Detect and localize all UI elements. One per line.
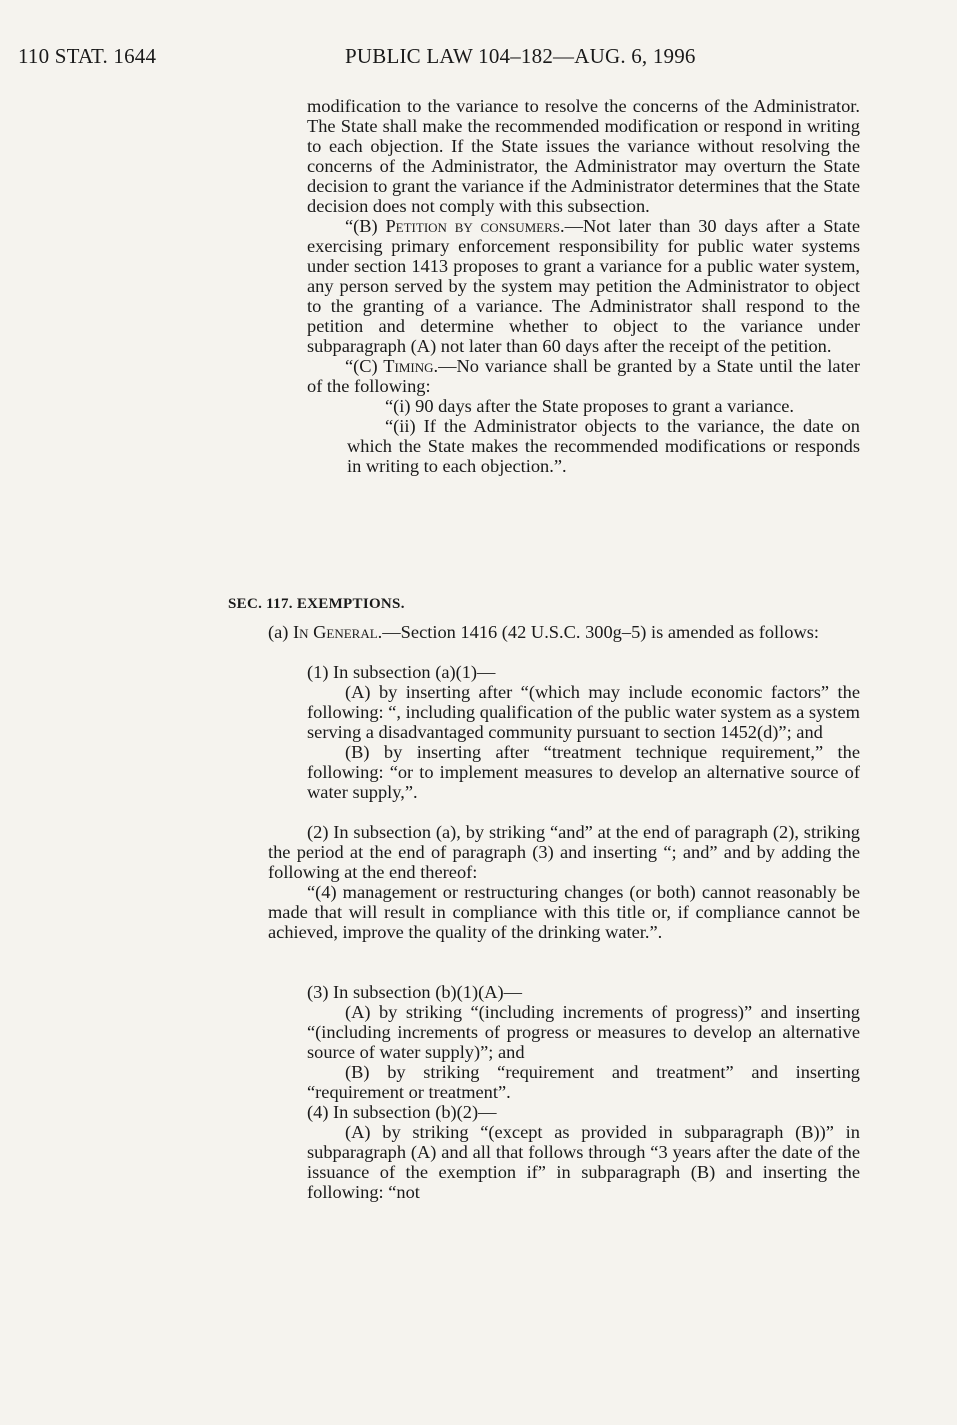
paragraph-b-heading: “(B) Petition by consumers. (345, 216, 565, 236)
amendment-4a: (A) by striking “(except as provided in subparagraph (B))” in subparagraph (A) and all that follows through “3 years after the date of the issuance of the exemption if” in subparagraph (B) and inserting the following: “not (307, 1122, 860, 1202)
clause-i: “(i) 90 days after the State proposes to grant a variance. (385, 396, 795, 416)
paragraph-b-body: —Not later than 30 days after a State exercising primary enforcement responsibility for public water systems under section 1413 proposes to grant a variance for a public water system, any person served by the system may petition the Administrator to object to the granting of a variance. The Administrator shall respond to the petition and determine whether to object to the variance under subparagraph (A) not later than 60 days after the receipt of the petition. (307, 216, 860, 356)
paragraph-b (307, 216, 860, 356)
section-heading: SEC. 117. EXEMPTIONS. (228, 596, 405, 612)
paragraph-c-body: —No variance shall be granted by a State until the later of the following: (307, 356, 860, 396)
amendment-2-block (268, 822, 860, 942)
amendment-1b: (B) by inserting after “treatment technique requirement,” the following: “or to implement measures to develop an alternative source of water supply,”. (307, 742, 860, 802)
amendment-2: (2) In subsection (a), by striking “and” at the end of paragraph (2), striking the period at the end of paragraph (3) and inserting “; and” and by adding the following at the end thereof: (268, 822, 860, 882)
paragraph-c (307, 356, 860, 396)
amendment-1a: (A) by inserting after “(which may include economic factors” the following: “, including qualification of the public water system as a system serving a disadvantaged community pursuant to section 1452(d)”; and (307, 682, 860, 742)
public-law-title: PUBLIC LAW 104–182—AUG. 6, 1996 (345, 44, 696, 68)
section-a-block (268, 622, 860, 642)
subsection-a-body: —Section 1416 (42 U.S.C. 300g–5) is amended as follows: (382, 622, 820, 642)
amendment-4: (4) In subsection (b)(2)— (307, 1102, 497, 1122)
stat-page-number: 110 STAT. 1644 (18, 44, 157, 68)
subsection-a (268, 622, 860, 642)
amendments-block (307, 662, 860, 802)
upper-block (307, 96, 860, 476)
subsection-a-prefix: (a) (268, 622, 294, 642)
amendment-3: (3) In subsection (b)(1)(A)— (307, 982, 523, 1002)
amendment-3b: (B) by striking “requirement and treatment” and inserting “requirement or treatment”. (307, 1062, 860, 1102)
amendment-1: (1) In subsection (a)(1)— (307, 662, 496, 682)
amendment-3a: (A) by striking “(including increments of progress)” and inserting “(including increments of progress or measures to develop an alternative source of water supply)”; and (307, 1002, 860, 1062)
amendment-2-quote: “(4) management or restructuring changes (or both) cannot reasonably be made that will result in compliance with this title or, if compliance cannot be achieved, improve the quality of the drinking water.”. (268, 882, 860, 942)
clause-ii: “(ii) If the Administrator objects to the variance, the date on which the State makes the recommended modifications or responds in writing to each objection.”. (347, 416, 860, 476)
paragraph-continuation: modification to the variance to resolve the concerns of the Administrator. The State shall make the recommended modification or respond in writing to each objection. If the State issues the variance without resolving the concerns of the Administrator, the Administrator may overturn the State decision to grant the variance if the Administrator determines that the State decision does not comply with this subsection. (307, 96, 860, 216)
subsection-a-heading: In General. (293, 622, 383, 642)
paragraph-c-heading: “(C) Timing. (345, 356, 439, 376)
amendments-34-block (307, 982, 860, 1202)
